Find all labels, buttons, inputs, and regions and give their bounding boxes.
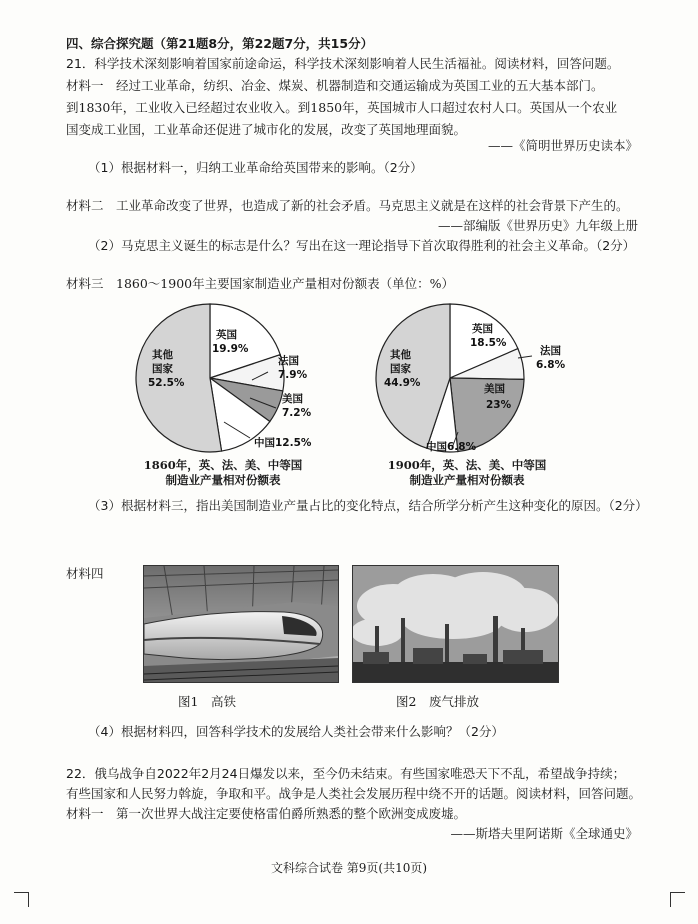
pie-label-other: 其他 bbox=[152, 349, 173, 361]
pie-chart-1900-title-line-1: 1900年，英、法、美、中等国 bbox=[387, 458, 547, 472]
q21-question-4: （4）根据材料四，回答科学技术的发展给人类社会带来什么影响？（2分） bbox=[88, 724, 504, 739]
pie-label-uk: 19.9% bbox=[212, 343, 249, 355]
pie-label-china: 中国12.5% bbox=[254, 437, 312, 449]
pie-label-usa: 23% bbox=[486, 399, 512, 411]
pie-label-france: 法国 bbox=[540, 345, 561, 357]
pie-chart-1860-title-line-2: 制造业产量相对份额表 bbox=[165, 473, 281, 487]
pie-label-uk: 英国 bbox=[472, 323, 493, 335]
q21-material-3-title: 材料三 1860～1900年主要国家制造业产量相对份额表（单位：%） bbox=[66, 276, 455, 291]
pie-chart-1900 bbox=[340, 298, 590, 458]
figure-1-caption: 图1 高铁 bbox=[178, 694, 236, 709]
section-title: 四、综合探究题（第21题8分，第22题7分，共15分） bbox=[66, 36, 374, 51]
pie-label-other: 52.5% bbox=[148, 377, 185, 389]
q21-question-1: （1）根据材料一，归纳工业革命给英国带来的影响。（2分） bbox=[88, 160, 423, 175]
q21-question-2: （2）马克思主义诞生的标志是什么？写出在这一理论指导下首次取得胜利的社会主义革命。（2分） bbox=[88, 238, 636, 253]
q22-intro-line-2: 有些国家和人民努力斡旋，争取和平。战争是人类社会发展历程中绕不开的话题。阅读材料，回答问题。 bbox=[66, 786, 642, 801]
crop-mark-bottom-left bbox=[14, 892, 29, 907]
q22-intro-line-1: 22．俄乌战争自2022年2月24日爆发以来，至今仍未结束。有些国家唯恐天下不乱，希望战争持续； bbox=[66, 766, 626, 781]
pie-chart-1900-title-line-2: 制造业产量相对份额表 bbox=[409, 473, 525, 487]
pie-label-france: 法国 bbox=[278, 355, 299, 367]
pie-label-other: 国家 bbox=[152, 363, 173, 375]
q21-material-1-source: ——《简明世界历史读本》 bbox=[487, 138, 638, 153]
q21-material-1-line-1: 材料一 经过工业革命，纺织、冶金、煤炭、机器制造和交通运输成为英国工业的五大基本部门。 bbox=[66, 78, 604, 93]
exhaust-emission-photo bbox=[352, 565, 559, 683]
pie-label-uk: 18.5% bbox=[470, 337, 507, 349]
q21-question-3: （3）根据材料三，指出美国制造业产量占比的变化特点，结合所学分析产生这种变化的原因。（2分） bbox=[88, 498, 648, 513]
pie-chart-1900-title bbox=[352, 458, 582, 488]
pie-label-other: 国家 bbox=[390, 363, 411, 375]
q21-intro: 21．科学技术深刻影响着国家前途命运，科学技术深刻影响着人民生活福祉。阅读材料，回答问题。 bbox=[66, 56, 620, 71]
q21-material-1-line-3: 国变成工业国，工业革命还促进了城市化的发展，改变了英国地理面貌。 bbox=[66, 122, 467, 137]
figure-2-caption: 图2 废气排放 bbox=[396, 694, 479, 709]
pie-chart-1860-title-line-1: 1860年，英、法、美、中等国 bbox=[143, 458, 303, 472]
pie-label-uk: 英国 bbox=[216, 329, 237, 341]
pie-label-usa: 美国 bbox=[484, 383, 505, 395]
crop-mark-bottom-right bbox=[670, 892, 685, 907]
q21-material-2-source: ——部编版《世界历史》九年级上册 bbox=[437, 218, 638, 233]
q21-material-4-label: 材料四 bbox=[66, 566, 104, 581]
pie-label-france: 7.9% bbox=[278, 369, 308, 381]
pie-label-china: 中国6.8% bbox=[426, 441, 477, 453]
pie-label-usa: 7.2% bbox=[282, 407, 312, 419]
pie-label-usa: 美国 bbox=[282, 393, 303, 405]
page-footer: 文科综合试卷 第9页(共10页) bbox=[270, 861, 428, 875]
pie-chart-1860-title bbox=[108, 458, 338, 488]
pie-label-france: 6.8% bbox=[536, 359, 566, 371]
pie-chart-1860 bbox=[100, 298, 350, 458]
q22-material-1-source: ——斯塔夫里阿诺斯《全球通史》 bbox=[450, 826, 638, 841]
q21-material-2: 材料二 工业革命改变了世界，也造成了新的社会矛盾。马克思主义就是在这样的社会背景下产生的。 bbox=[66, 198, 629, 213]
q21-material-1-line-2: 到1830年，工业收入已经超过农业收入。到1850年，英国城市人口超过农村人口。英国从一个农业 bbox=[66, 100, 618, 115]
pie-label-other: 其他 bbox=[390, 349, 411, 361]
pie-label-other: 44.9% bbox=[384, 377, 421, 389]
q22-material-1: 材料一 第一次世界大战注定要使格雷伯爵所熟悉的整个欧洲变成废墟。 bbox=[66, 806, 467, 821]
high-speed-train-photo bbox=[143, 565, 339, 683]
